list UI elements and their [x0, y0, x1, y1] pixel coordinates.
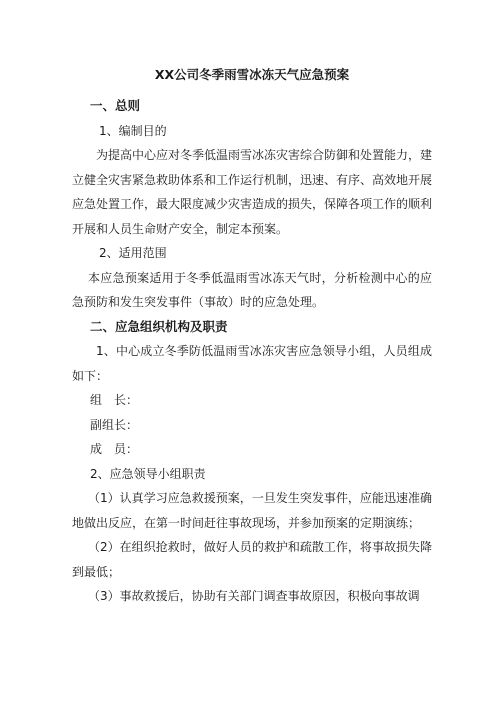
section-1-1-paragraph: 为提高中心应对冬季低温雨雪冰冻灾害综合防御和处置能力，建立健全灾害紧急救助体系和工作运行机制，迅速、有序、高效地开展应急处置工作，最大限度减少灾害造成的损失，保障各项工作的顺利开展和人员生命财产安全，制定本预案。 [72, 148, 433, 236]
document-title: XX公司冬季雨雪冰冻天气应急预案 [154, 67, 350, 82]
role-deputy: 副组长： [90, 417, 139, 432]
section-1-2-heading: 2、适用范围 [99, 246, 167, 260]
section-1-heading: 一、总则 [90, 98, 141, 113]
section-1-1-heading: 1、编制目的 [99, 123, 167, 138]
duty-3-paragraph: （3）事故救援后，协助有关部门调查事故原因，积极向事故调 [88, 589, 420, 603]
section-1-2-paragraph: 本应急预案适用于冬季低温雨雪冰冻天气时，分析检测中心的应急预防和发生突发事件（事故）时的应急处理。 [72, 270, 432, 309]
section-2-heading: 二、应急组织机构及职责 [90, 318, 228, 334]
role-member: 成 员： [90, 442, 139, 456]
duty-1-paragraph: （1）认真学习应急救援预案，一旦发生突发事件，应能迅速准确地做出反应，在第一时间赶往事故现场，并参加预案的定期演练； [72, 491, 432, 530]
section-2-2-heading: 2、应急领导小组职责 [90, 466, 206, 481]
section-2-1-paragraph: 1、中心成立冬季防低温雨雪冰冻灾害应急领导小组，人员组成如下： [72, 344, 432, 383]
document-body [72, 67, 432, 609]
duty-2-paragraph: （2）在组织抢救时，做好人员的救护和疏散工作，将事故损失降到最低； [72, 540, 432, 579]
role-leader: 组 长： [90, 393, 139, 407]
